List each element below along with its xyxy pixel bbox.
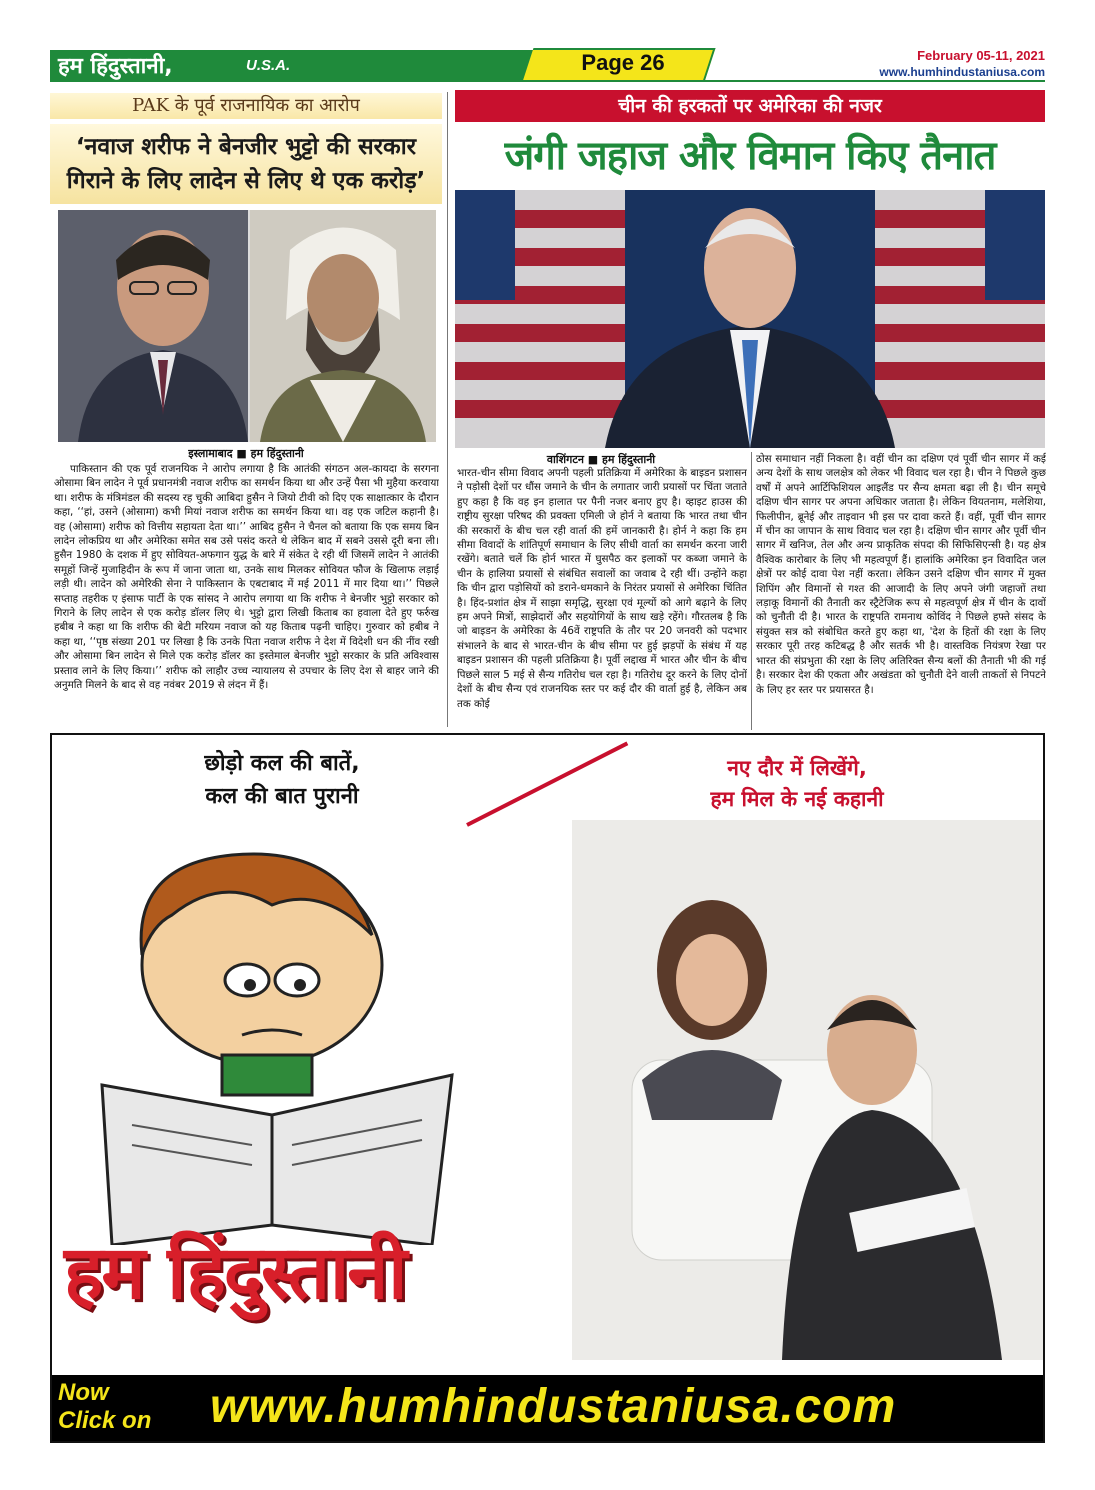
masthead — [50, 48, 1045, 84]
ad-left-quote — [112, 747, 452, 813]
masthead-edition: U.S.A. — [246, 57, 291, 74]
left-article-headline: ‘नवाज शरीफ ने बेनजीर भुट्टो की सरकार गिराने के लिए लादेन से लिए थे एक करोड़’ — [50, 124, 442, 204]
ad-brand-logo: हम हिंदुस्तानी — [64, 1230, 406, 1316]
ad-right-quote-line: नए दौर में लिखेंगे, — [727, 756, 867, 780]
ad-right-quote — [612, 753, 982, 815]
right-article-kicker: चीन की हरकतों पर अमेरिका की नजर — [455, 90, 1045, 122]
cartoon-boy-reading-newspaper-icon — [72, 845, 492, 1245]
left-article-kicker: PAK के पूर्व राजनायिक का आरोप — [50, 93, 442, 119]
portrait-silhouette-icon — [58, 210, 248, 442]
page-number: Page 26 — [581, 50, 665, 75]
ad-photo-couple — [572, 820, 1045, 1360]
masthead-rule — [50, 80, 1045, 82]
ad-now-line: Click on — [58, 1407, 152, 1434]
column-divider — [751, 452, 752, 730]
photo-joe-biden — [455, 190, 1045, 448]
ad-website-link[interactable]: www.humhindustaniusa.com — [210, 1380, 897, 1433]
ad-now-line: Now — [58, 1379, 109, 1406]
issue-date: February 05-11, 2021 — [917, 48, 1045, 63]
ad-left-quote-line: कल की बात पुरानी — [205, 784, 359, 809]
column-divider — [447, 92, 448, 727]
ad-right-quote-line: हम मिल के नई कहानी — [710, 787, 884, 811]
couple-photo-icon — [572, 820, 1045, 1360]
masthead-url[interactable]: www.humhindustaniusa.com — [879, 65, 1045, 79]
photo-osama-bin-laden — [250, 210, 436, 442]
portrait-silhouette-icon — [250, 210, 436, 442]
ad-footer-bar[interactable] — [52, 1375, 1043, 1441]
right-article-photo — [455, 190, 1045, 448]
ad-now-label — [58, 1379, 151, 1435]
left-article-photo — [58, 210, 436, 442]
advertisement[interactable] — [50, 733, 1045, 1443]
ad-left-quote-line: छोड़ो कल की बातें, — [204, 751, 360, 776]
left-article-body: पाकिस्तान की एक पूर्व राजनयिक ने आरोप लगाया है कि आतंकी संगठन अल-कायदा के सरगना ओसामा बिन लादेन ने पूर्व प्रधानमंत्री नवाज शरीफ का समर्थन किया था और उन्हें पैसा भी मुहैया करवाया था। शरीफ के मंत्रिमंडल की सदस्य रह चुकी आबिदा हुसैन ने जियो टीवी को दिए एक साक्षात्कार के दौरान कहा, ‘‘हां, उसने (ओसामा) कभी मियां नवाज शरीफ का समर्थन किया था। वह एक जटिल कहानी है। वह (ओसामा) शरीफ को वित्तीय सहायता देता था।’’ आबिद हुसैन ने चैनल को बताया कि एक समय बिन लादेन लोकप्रिय था और अमेरिका समेत सब उसे पसंद करते थे लेकिन बाद में सबने उससे दूरी बना ली। हुसैन 1980 के दशक में हुए सोवियत-अफगान युद्ध के बारे में संकेत दे रही थीं जिसमें लादेन ने आतंकी समूहों जिन्हें मुजाहिदीन के रूप में जाना जाता था, उनके साथ मिलकर सोवियत फौज के खिलाफ लड़ाई लड़ी थी। लादेन को अमेरिकी सेना ने पाकिस्तान के एबटाबाद में मई 2011 में मार दिया था।’’ पिछले सप्ताह तहरीक ए इंसाफ पार्टी के एक सांसद ने आरोप लगाया था कि शरीफ ने बेनजीर भुट्टो सरकार को गिराने के लिए लादेन से एक करोड़ डॉलर लिए थे। भुट्टो द्वारा लिखी किताब का हवाला देते हुए फर्रुख हबीब ने कहा था कि शरीफ की बेटी मरियम नवाज को यह किताब पढ़नी चाहिए। गुरुवार को हबीब ने कहा था, ‘‘पृष्ठ संख्या 201 पर लिखा है कि उनके पिता नवाज शरीफ ने देश में विदेशी धन की नींव रखी और ओसामा बिन लादेन से मिले एक करोड़ डॉलर का इस्तेमाल बेनजीर भुट्टो सरकार के प्रति अविश्वास प्रस्ताव लाने के लिए किया।’’ शरीफ को लाहौर उच्च न्यायालय से उपचार के लिए देश से बाहर जाने की अनुमति मिलने के बाद से वह नवंबर 2019 से लंदन में हैं। — [54, 463, 439, 692]
masthead-title: हम हिंदुस्तानी, — [58, 54, 173, 79]
right-article-dateline: वाशिंगटन ■ हम हिंदुस्तानी — [546, 453, 656, 466]
left-article-dateline: इस्लामाबाद ■ हम हिंदुस्तानी — [188, 447, 304, 460]
right-article-body-col1: भारत-चीन सीमा विवाद अपनी पहली प्रतिक्रिया में अमेरिका के बाइडन प्रशासन ने पड़ोसी देशों पर धौंस जमाने के चीन के लगातार जारी प्रयासों पर चिंता जताते हुए कहा है कि वह इन हालात पर पैनी नजर बनाए हुए है। व्हाइट हाउस की राष्ट्रीय सुरक्षा परिषद की प्रवक्ता एमिली जे होर्न ने बताया कि भारत तथा चीन की सरकारों के बीच चल रही वार्ता की हमें जानकारी है। होर्न ने कहा कि हम सीमा विवादों के शांतिपूर्ण समाधान के लिए सीधी वार्ता का समर्थन करना जारी रखेंगे। बताते चलें कि होर्न भारत में घुसपैठ कर इलाकों पर कब्जा जमाने के चीन के हालिया प्रयासों से संबंधित सवालों का जवाब दे रही थीं। उन्होंने कहा कि चीन द्वारा पड़ोसियों को डराने-धमकाने के निरंतर प्रयासों से अमेरिका चिंतित है। हिंद-प्रशांत क्षेत्र में साझा समृद्धि, सुरक्षा एवं मूल्यों को आगे बढ़ाने के लिए हम अपने मित्रों, साझेदारों और सहयोगियों के साथ खड़े रहेंगे। गौरतलब है कि जो बाइडन के अमेरिका के 46वें राष्ट्रपति के तौर पर 20 जनवरी को पदभार संभालने के बाद से भारत-चीन के बीच सीमा पर हुई झड़पों के संबंध में यह बाइडन प्रशासन की पहली प्रतिक्रिया है। पूर्वी लद्दाख में भारत और चीन के बीच पिछले साल 5 मई से सैन्य गतिरोध चल रहा है। गतिरोध दूर करने के लिए दोनों देशों के बीच सैन्य एवं राजनयिक स्तर पर कई दौर की वार्ता हुई है, लेकिन अब तक कोई — [457, 467, 747, 710]
photo-nawaz-sharif — [58, 210, 248, 442]
right-article-headline: जंगी जहाज और विमान किए तैनात — [504, 133, 996, 179]
ad-speech-line — [466, 741, 628, 826]
right-article-body-col2: ठोस समाधान नहीं निकला है। वहीं चीन का दक्षिण एवं पूर्वी चीन सागर में कई अन्य देशों के साथ जलक्षेत्र को लेकर भी विवाद चल रहा है। चीन ने पिछले कुछ वर्षों में अपने आर्टिफिशियल आइलैंड पर सैन्य क्षमता बढ़ा ली है। चीन समूचे दक्षिण चीन सागर पर अपना अधिकार जताता है। लेकिन वियतनाम, मलेशिया, फिलीपीन, ब्रूनेई और ताइवान भी इस पर दावा करते हैं। वहीं, पूर्वी चीन सागर में चीन का जापान के साथ विवाद चल रहा है। दक्षिण चीन सागर और पूर्वी चीन सागर में खनिज, तेल और अन्य प्राकृतिक संपदा की सिफिसिएन्सी है। यह क्षेत्र वैश्विक कारोबार के लिए भी महत्वपूर्ण हैं। हालांकि अमेरिका इन विवादित जल क्षेत्रों पर कोई दावा पेश नहीं करता। लेकिन उसने दक्षिण चीन सागर में मुक्त शिपिंग और विमानों से गश्त की आजादी के लिए अपने जंगी जहाजों तथा लड़ाकू विमानों की तैनाती कर स्ट्रैटेजिक रूप से महत्वपूर्ण क्षेत्र में चीन के दावों को चुनौती दी है। भारत के राष्ट्रपति रामनाथ कोविंद ने पिछले हफ्ते संसद के संयुक्त सत्र को संबोधित करते हुए कहा था, 'देश के हितों की रक्षा के लिए सरकार पूरी तरह कटिबद्ध है और सतर्क भी है। वास्तविक नियंत्रण रेखा पर भारत की संप्रभुता की रक्षा के लिए अतिरिक्त सैन्य बलों की तैनाती भी की गई है। सरकार देश की एकता और अखंडता को चुनौती देने वाली ताकतों से निपटने के लिए हर स्तर पर प्रयासरत है। — [756, 453, 1046, 696]
